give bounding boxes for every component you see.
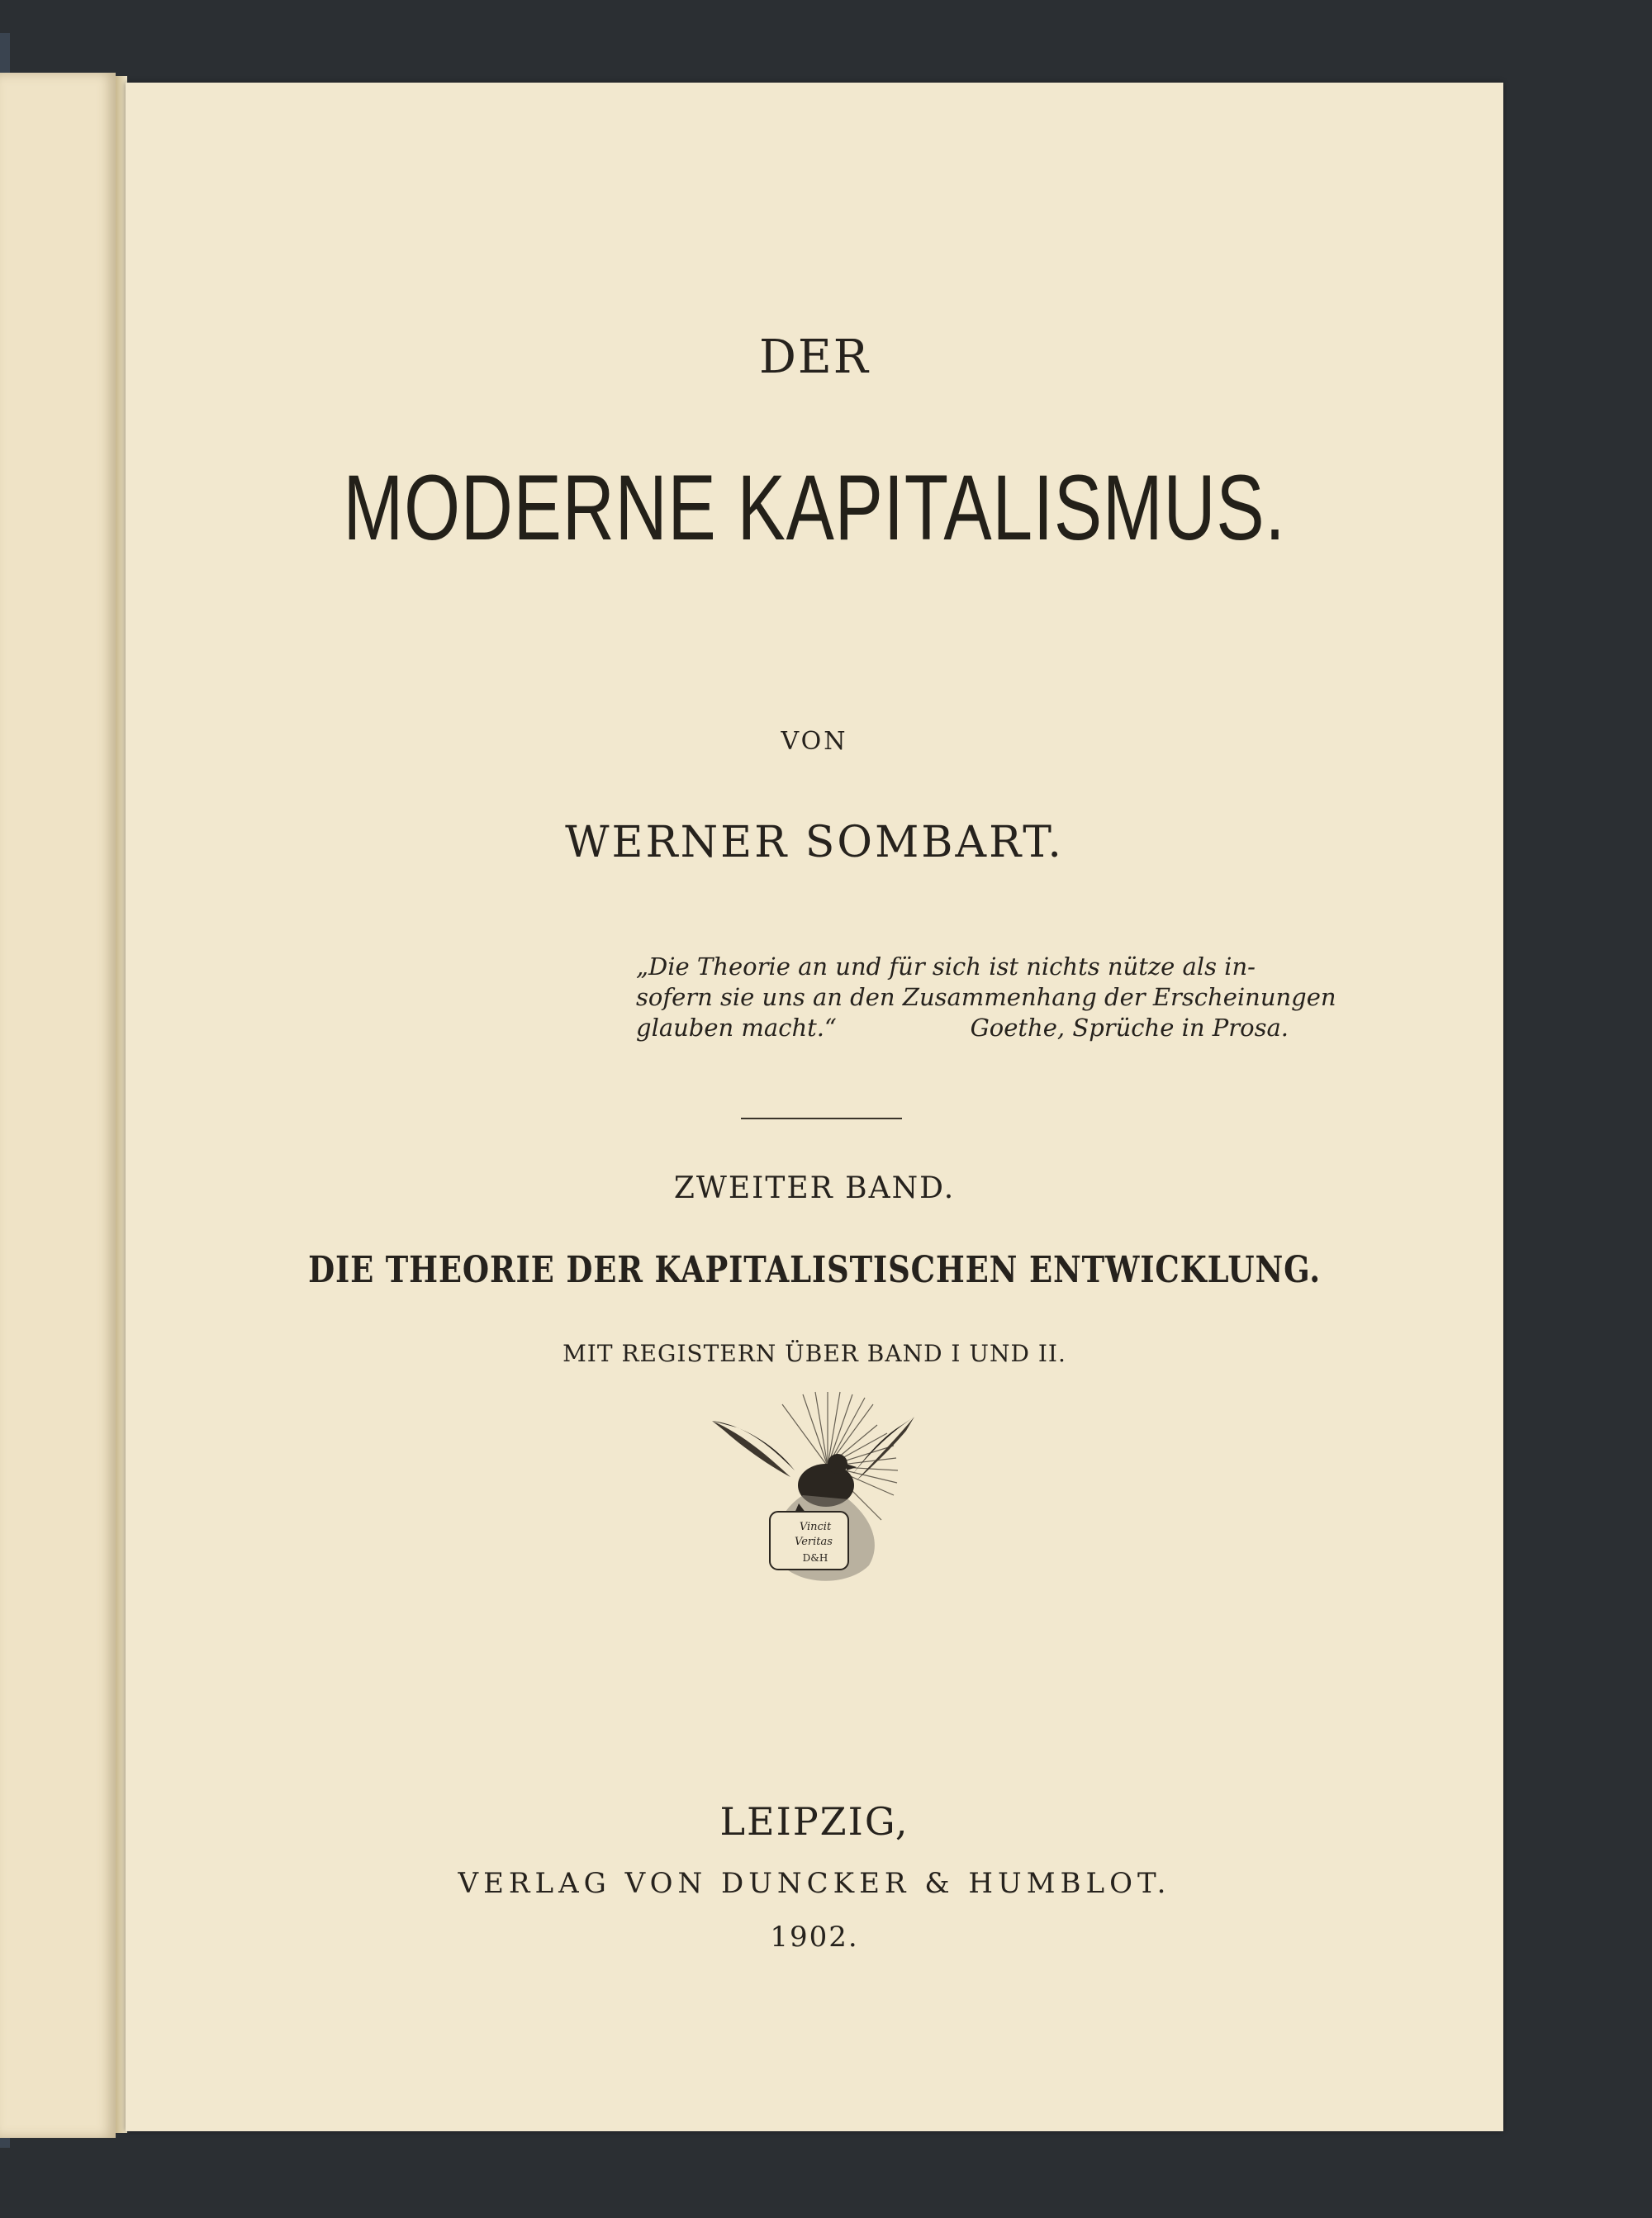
main-title: MODERNE KAPITALISMUS. bbox=[343, 456, 1286, 559]
emblem-motto-2: Veritas bbox=[795, 1536, 833, 1548]
publisher: VERLAG VON DUNCKER & HUMBLOT. bbox=[458, 1867, 1171, 1900]
emblem-monogram: D&H bbox=[802, 1552, 828, 1564]
title-article: DER bbox=[759, 330, 870, 384]
by-label: VON bbox=[781, 727, 848, 756]
epigraph-line-3 bbox=[636, 1013, 1289, 1043]
volume-subtitle: DIE THEORIE DER KAPITALISTISCHEN ENTWICKLUNG. bbox=[308, 1249, 1321, 1291]
epigraph-line-1: „Die Theorie an und für sich ist nichts nütze als in- bbox=[636, 952, 1256, 981]
title-page bbox=[126, 83, 1503, 2131]
epigraph bbox=[636, 952, 1336, 1043]
publication-year: 1902. bbox=[770, 1921, 859, 1954]
epigraph-line-2: sofern sie uns an den Zusammenhang der Erscheinungen bbox=[636, 983, 1336, 1011]
city: LEIPZIG, bbox=[719, 1799, 909, 1844]
epigraph-attribution: Goethe, Sprüche in Prosa. bbox=[970, 1014, 1289, 1042]
volume-label: ZWEITER BAND. bbox=[673, 1171, 956, 1205]
author-name: WERNER SOMBART. bbox=[565, 818, 1064, 867]
eagle-emblem-icon bbox=[704, 1388, 935, 1586]
emblem-motto-1: Vincit bbox=[799, 1521, 832, 1533]
divider-rule bbox=[741, 1118, 902, 1119]
registers-note: MIT REGISTERN ÜBER BAND I UND II. bbox=[563, 1340, 1066, 1367]
epigraph-line-3-text: glauben macht.“ bbox=[636, 1014, 837, 1042]
left-page-edge bbox=[0, 73, 116, 2138]
